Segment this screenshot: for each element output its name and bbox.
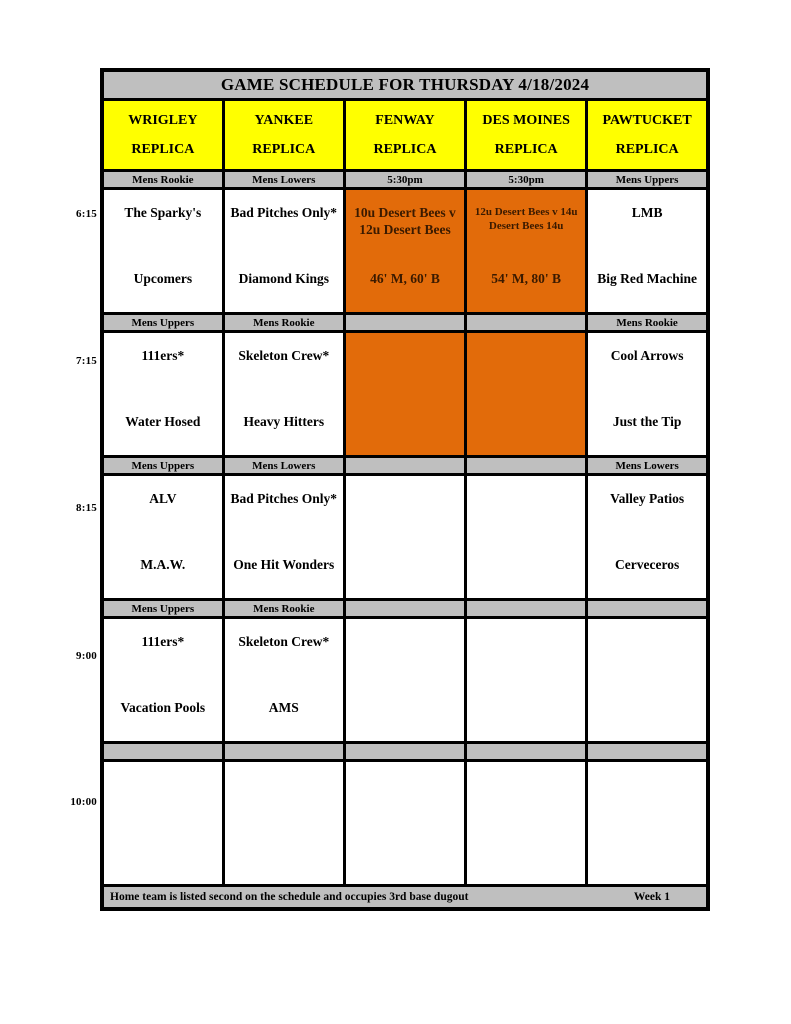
away-team: Skeleton Crew* [238,348,330,363]
game-cell-highlighted [344,189,465,314]
field-header-wrigley [102,100,223,171]
division-label [223,743,344,761]
field-header-row [102,100,708,171]
away-team: LMB [631,205,663,220]
division-band-row [102,743,708,761]
field-name: DES MOINES [482,112,570,128]
division-label: 5:30pm [344,171,465,189]
game-row-715 [102,332,708,457]
week-label: Week 1 [633,891,670,903]
field-name: FENWAY [375,112,435,128]
game-cell [223,189,344,314]
game-cell [344,475,465,600]
division-label [466,743,587,761]
game-cell [587,189,708,314]
footer-row [102,886,708,910]
division-band-row [102,314,708,332]
division-label [466,600,587,618]
game-cell-highlighted [344,332,465,457]
game-cell [466,761,587,886]
away-team: Cool Arrows [610,348,684,363]
field-type: REPLICA [494,141,558,157]
game-cell [587,761,708,886]
home-team: Just the Tip [612,414,682,430]
division-band-row [102,171,708,189]
division-label: Mens Rookie [587,314,708,332]
home-team: Upcomers [133,271,193,287]
game-cell [587,618,708,743]
game-cell [102,618,223,743]
home-team: 54' M, 80' B [491,271,562,287]
division-label [466,314,587,332]
game-cell [223,332,344,457]
field-header-des-moines [466,100,587,171]
game-cell [344,618,465,743]
home-team: M.A.W. [140,557,186,573]
time-label-1000: 10:00 [70,796,97,808]
division-label [344,743,465,761]
division-band-row [102,457,708,475]
division-label: Mens Lowers [223,457,344,475]
home-team: 46' M, 60' B [370,271,440,287]
home-team: Cerveceros [615,557,680,573]
away-team: Bad Pitches Only* [230,491,338,506]
field-type: REPLICA [373,141,437,157]
game-cell [223,761,344,886]
division-label [344,314,465,332]
time-label-615: 6:15 [76,208,97,220]
game-cell [223,618,344,743]
division-label: Mens Lowers [587,457,708,475]
home-team: AMS [268,700,299,716]
game-cell [102,332,223,457]
game-cell [587,475,708,600]
field-type: REPLICA [615,141,679,157]
away-team: The Sparky's [124,205,202,220]
division-label: Mens Uppers [102,600,223,618]
game-cell [102,761,223,886]
division-label [466,457,587,475]
away-team: Bad Pitches Only* [230,205,338,220]
division-label: 5:30pm [466,171,587,189]
field-type: REPLICA [252,141,316,157]
schedule-sheet [100,68,710,911]
away-team: ALV [149,491,177,506]
footer-cell [102,886,708,910]
game-cell [466,618,587,743]
division-label: Mens Uppers [102,457,223,475]
game-cell-highlighted [466,189,587,314]
division-label [587,743,708,761]
field-name: WRIGLEY [128,112,198,128]
division-label: Mens Rookie [223,314,344,332]
game-cell [102,189,223,314]
footer-note: Home team is listed second on the schedule and occupies 3rd base dugout [110,891,469,903]
division-label [344,600,465,618]
page-title: GAME SCHEDULE FOR THURSDAY 4/18/2024 [102,70,708,100]
home-team: Vacation Pools [120,700,206,716]
field-name: YANKEE [254,112,314,128]
schedule-table [100,68,710,911]
field-name: PAWTUCKET [602,112,692,128]
away-team: 10u Desert Bees v 12u Desert Bees [354,205,456,237]
game-cell [344,761,465,886]
game-cell [223,475,344,600]
division-label: Mens Uppers [102,314,223,332]
field-header-fenway [344,100,465,171]
division-label [587,600,708,618]
away-team: Skeleton Crew* [238,634,330,649]
field-type: REPLICA [131,141,195,157]
home-team: One Hit Wonders [233,557,335,573]
division-label: Mens Rookie [102,171,223,189]
game-row-900 [102,618,708,743]
field-header-yankee [223,100,344,171]
division-band-row [102,600,708,618]
away-team: Valley Patios [610,491,685,506]
home-team: Diamond Kings [238,271,329,287]
game-cell [102,475,223,600]
field-header-pawtucket [587,100,708,171]
away-team: 111ers* [141,348,185,363]
home-team: Water Hosed [125,414,201,430]
time-label-715: 7:15 [76,355,97,367]
home-team: Heavy Hitters [243,414,325,430]
time-label-900: 9:00 [76,650,97,662]
title-row [102,70,708,100]
home-team: Big Red Machine [597,271,697,287]
game-cell-highlighted [466,332,587,457]
away-team: 111ers* [141,634,185,649]
game-cell [587,332,708,457]
time-label-815: 8:15 [76,502,97,514]
game-row-1000 [102,761,708,886]
game-row-815 [102,475,708,600]
division-label: Mens Uppers [587,171,708,189]
division-label [102,743,223,761]
away-team: 12u Desert Bees v 14u Desert Bees 14u [474,206,578,233]
division-label: Mens Rookie [223,600,344,618]
division-label: Mens Lowers [223,171,344,189]
game-row-615 [102,189,708,314]
division-label [344,457,465,475]
game-cell [466,475,587,600]
